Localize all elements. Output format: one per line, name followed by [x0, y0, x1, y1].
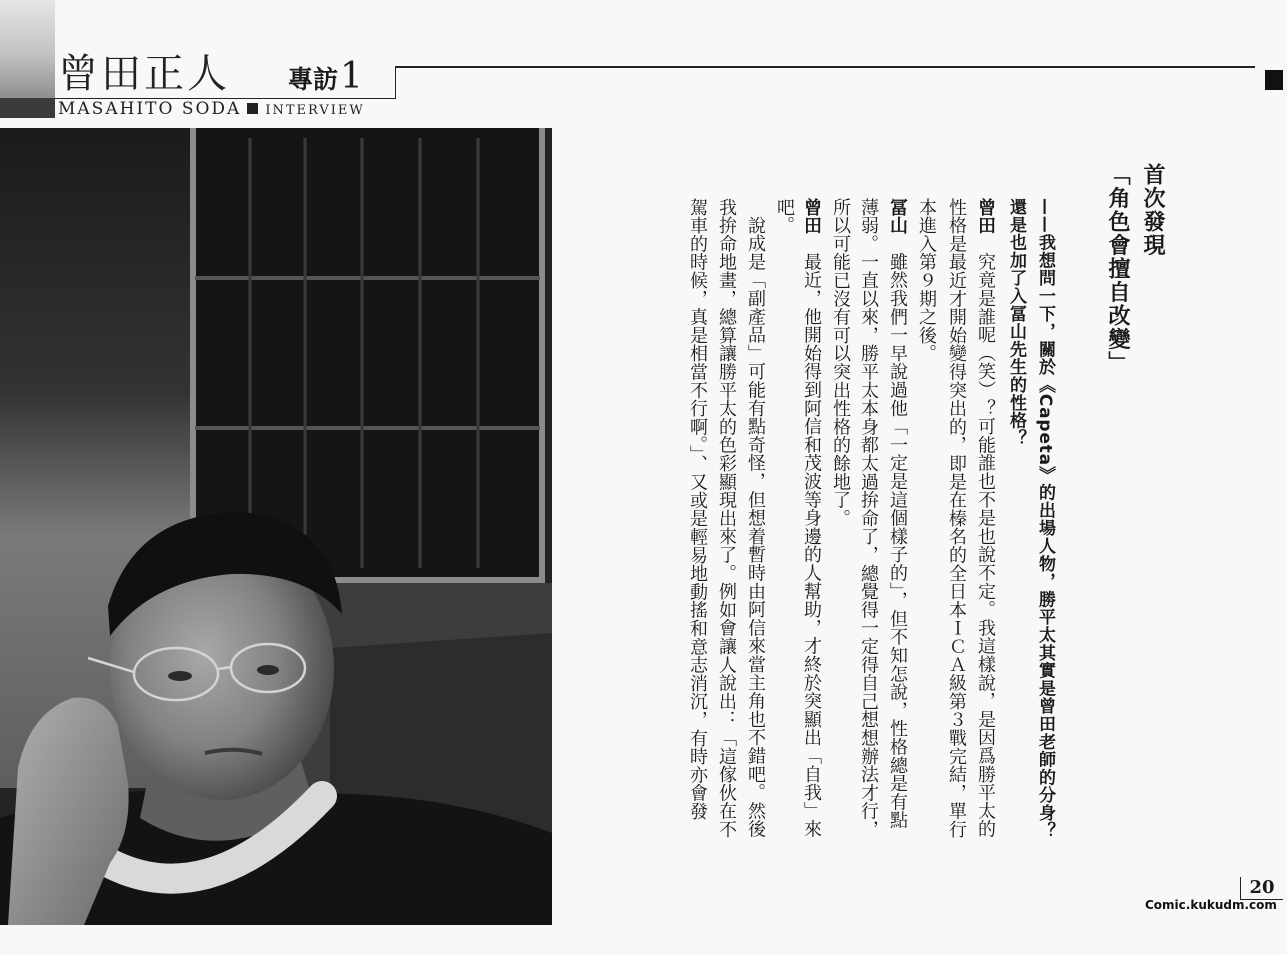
body-column [914, 198, 938, 363]
site-watermark: Comic.kukudm.com [1145, 898, 1277, 912]
speaker-name: 曾田 [801, 198, 822, 235]
article-heading-line-2: 「角色會擅自改變」 [1105, 163, 1130, 375]
body-text: 性格是最近才開始變得突出的，即是在榛名的全日本ＩＣＡ級第３戰完結，單行 [946, 198, 967, 839]
body-text: 雖然我們一早說過他「一定是這個樣子的」，但不知怎說，性格總是有點 [887, 252, 908, 830]
body-column [714, 198, 738, 839]
header-vertical-rule [395, 66, 396, 99]
body-text: 我拚命地畫，總算讓勝平太的色彩顯現出來了。例如會讓人說出：「這傢伙在不 [716, 198, 737, 839]
section-number: 1 [340, 56, 363, 97]
body-text: 究竟是誰呢（笑）？可能誰也不是也說不定。我這樣說，是因爲勝平太的 [975, 252, 996, 839]
right-eye [257, 665, 279, 675]
body-text: 說成是「副產品」可能有點奇怪，但想着暫時由阿信來當主角也不錯吧。然後 [745, 216, 766, 839]
left-eye [168, 671, 192, 681]
interview-question-line-2: 還是也加了入冨山先生的性格？ [1006, 198, 1026, 448]
header-corner-gray-block [0, 0, 55, 98]
body-text: 本進入第９期之後。 [916, 198, 937, 363]
section-label-text: 專訪 [288, 65, 339, 94]
body-column [743, 198, 767, 838]
header-corner-dark-bar [0, 98, 55, 118]
speaker-name: 曾田 [975, 198, 996, 235]
interview-photo [0, 128, 552, 925]
body-column [885, 198, 909, 829]
interview-label: INTERVIEW [265, 103, 365, 118]
name-romaji-line [58, 99, 365, 121]
body-column [799, 198, 823, 838]
name-romaji: MASAHITO SODA [58, 99, 242, 119]
body-text: 所以可能已沒有可以突出性格的餘地了。 [830, 198, 851, 528]
body-column [685, 198, 709, 821]
body-text: 最近，他開始得到阿信和茂波等身邊的人幫助，才終於突顯出「自我」來 [801, 252, 822, 839]
black-square-icon [1265, 70, 1283, 90]
body-column [828, 198, 852, 527]
body-column [944, 198, 968, 839]
square-bullet-icon [247, 103, 258, 114]
speaker-name: 冨山 [887, 198, 908, 235]
section-label [288, 57, 363, 103]
header-top-rule [395, 66, 1255, 68]
body-text: 駕車的時候，真是相當不行啊。」、又或是輕易地動搖和意志消沉，有時亦會發 [687, 198, 708, 821]
body-text: 薄弱。一直以來，勝平太本身都太過拚命了，總覺得一定得自己想想辦法才行， [858, 198, 879, 839]
body-text: 吧。 [774, 198, 795, 235]
article-heading-line-1: 首次發現 [1140, 163, 1165, 257]
body-column [856, 198, 880, 839]
body-column [973, 198, 997, 838]
page-title: 曾田正人 [58, 51, 230, 97]
body-column [772, 198, 796, 235]
page-number: 20 [1240, 877, 1283, 900]
interview-question-line-1: ——我想問一下，關於《Capeta》的出場人物，勝平太其實是曾田老師的分身？ [1035, 198, 1055, 840]
